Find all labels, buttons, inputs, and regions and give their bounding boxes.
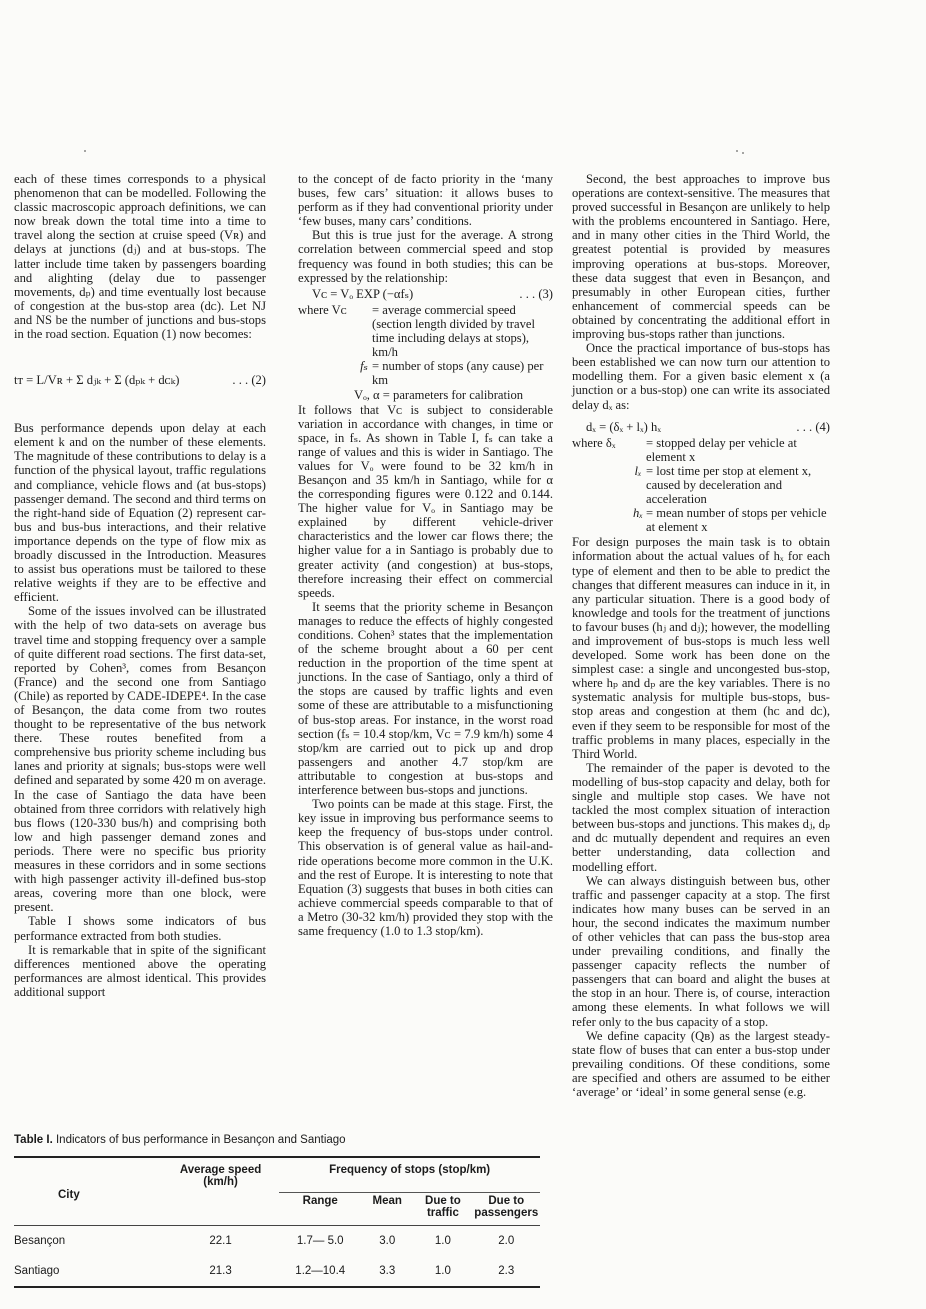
table-row <box>14 1226 540 1256</box>
definition-symbol: where δₓ <box>572 435 616 450</box>
column-header-city: City <box>58 1188 80 1201</box>
table-bottom-rule <box>14 1286 540 1288</box>
equation-2 <box>14 365 266 399</box>
cell-passengers: 2.0 <box>498 1235 515 1247</box>
equation-number: . . . (2) <box>232 373 266 388</box>
table-row <box>14 1256 540 1286</box>
cell-speed: 22.1 <box>209 1235 232 1247</box>
data-table <box>14 1158 540 1286</box>
table-caption-text: Indicators of bus performance in Besançon and Santiago <box>52 1134 346 1146</box>
table-caption-label: Table I. <box>14 1134 53 1146</box>
definition-text: = number of stops (any cause) per km <box>372 359 544 388</box>
paragraph: Bus performance depends upon delay at each element k and on the number of these elements. The magnitude of these contributions to delay is a function of the physical layout, traffic regulations and compliance, vehicle flows and (at bus-stops) passenger demand. The second and third terms on the right-hand side of Equation (2) represent car-bus and bus-bus interactions, and their relative importance depends on the type of flow mix as broadly discussed in the Introduction. Measures to assist bus operations must be tailored to these relative weights if they are to be effective and efficient. <box>14 421 266 605</box>
equation-number: . . . (3) <box>519 286 553 301</box>
paragraph: It is remarkable that in spite of the significant differences mentioned above the operating performances are almost identical. This provides additional support <box>14 942 266 999</box>
definition-list <box>572 436 830 535</box>
paragraph: to the concept of de facto priority in the ‘many buses, few cars’ situation: it allows buses to perform as if they had conventional priority under ‘few buses, many cars’ conditions. <box>298 172 553 229</box>
scan-speck <box>84 150 86 152</box>
equation-3 <box>298 287 553 301</box>
definition-symbol: lₓ <box>634 463 642 478</box>
column-1 <box>14 172 266 999</box>
paragraph: The remainder of the paper is devoted to the modelling of bus-stop capacity and delay, both for single and multiple stop cases. We have not tackled the most complex situation of interaction between bus-stops and junctions. This makes dⱼ, dₚ and dᴄ mutually dependent and requires an even better understanding, data collection and modelling effort. <box>572 760 830 874</box>
scan-speck <box>742 152 744 154</box>
calibration-note: Vₒ, α = parameters for calibration <box>354 388 524 403</box>
definition-text: = stopped delay per vehicle at element x <box>646 435 797 464</box>
paragraph: We can always distinguish between bus, other traffic and passenger capacity at a stop. The first indicates how many buses can be served in an hour, the second indicates the maximum number of other vehicles that can pass the bus-stop area under prevailing conditions, and finally the passenger capacity reflects the number of passengers that can board and alight the buses at the stop in an hour. There is, of course, interaction among these elements. In what follows we will refer only to the bus capacity of a stop. <box>572 873 830 1029</box>
cell-range: 1.7— 5.0 <box>296 1235 344 1247</box>
table-caption <box>14 1134 540 1146</box>
cell-traffic: 1.0 <box>434 1265 451 1277</box>
cell-passengers: 2.3 <box>498 1265 515 1277</box>
column-header-mean: Mean <box>372 1195 402 1207</box>
cell-mean: 3.0 <box>379 1235 396 1247</box>
equation-4 <box>572 420 830 434</box>
cell-city: Besançon <box>14 1235 66 1247</box>
paragraph: Once the practical importance of bus-stops has been established we can now turn our attention to modelling them. For a given basic element x (a junction or a bus-stop) one can write its associated delay dₓ as: <box>572 341 830 412</box>
cell-range: 1.2—10.4 <box>295 1265 346 1277</box>
definition-text: = lost time per stop at element x, caused by deceleration and acceleration <box>646 463 812 507</box>
paragraph: Some of the issues involved can be illustrated with the help of two data-sets on average bus travel time and stopping frequency over a sample of quite different road sections. The first data-set, reported by Cohen³, comes from Besançon (France) and the second one from Santiago (Chile) as reported by CADE-IDEPE⁴. In the case of Besançon, the data come from two routes thought to be representative of the bus network there. These routes benefited from a comprehensive bus priority scheme including bus lanes and priority at signals; bus-stops were well defined and separated by some 420 m on average. In the case of Santiago the data have been obtained from three corridors with relatively high bus flows (120-330 bus/h) and comprising both low and high passenger demand zones and periods. There were no specific bus priority measures in these corridors and in some sections with high passenger activity ill-defined bus-stop areas, covering more than one block, were present. <box>14 604 266 915</box>
paragraph: It seems that the priority scheme in Besançon manages to reduce the effects of highly congested conditions. Cohen³ states that the implementation of the scheme brought about a 60 per cent reduction in the proportion of the time spent at junctions. In the case of Santiago, only a third of the stops are caused by traffic lights and even some of these are attributable to a misfunctioning of bus-stop areas. For instance, in the worst road section (fₛ = 10.4 stop/km, Vᴄ = 7.9 km/h) some 4 stop/km are carried out to pick up and drop passengers and another 4.7 stop/km are attributable to congestion at bus-stops and interference between bus-stops and junctions. <box>298 599 553 798</box>
equation-formula: dₓ = (δₓ + lₓ) hₓ <box>586 419 661 434</box>
cell-traffic: 1.0 <box>434 1235 451 1247</box>
cell-city: Santiago <box>14 1265 60 1277</box>
equation-number: . . . (4) <box>796 419 830 434</box>
paragraph: Second, the best approaches to improve bus operations are context-sensitive. The measures that proved successful in Besançon are unlikely to help with the problems encountered in Santiago. Here, and in many other cities in the Third World, the greatest potential is provided by measures improving operations at bus-stops. Moreover, these data suggest that even in Besançon, and presumably in other European cities, further enhancement of commercial speeds can be obtained by concentrating the additional effort in improving bus-stops rather than junctions. <box>572 172 830 342</box>
cell-mean: 3.3 <box>379 1265 396 1277</box>
definition-symbol: fₛ <box>360 359 368 374</box>
equation-formula: Vᴄ = Vₒ EXP (−αfₛ) <box>312 286 414 301</box>
column-header-frequency: Frequency of stops (stop/km) <box>279 1158 540 1193</box>
column-header-speed: Average speed (km/h) <box>179 1164 262 1188</box>
definition-text: = average commercial speed (section length divided by travel time including delays at stops), km/h <box>372 302 535 360</box>
paragraph: But this is true just for the average. A strong correlation between commercial speed and stop frequency was found in both studies; this can be expressed by the relationship: <box>298 228 553 285</box>
table-1 <box>14 1134 540 1288</box>
paragraph: For design purposes the main task is to obtain information about the actual values of hₓ for each type of element and then to be able to predict the changes that different measures can induce in it, in any particular situation. There is a good body of knowledge and tools for the treatment of junctions to favour buses (hⱼ and dⱼ); however, the modelling and improvement of bus-stops is much less well developed. Some work has been done on the simplest case: a single and uncongested bus-stop, where hₚ and dₚ are the key variables. There is no systematic analysis for multiple bus-stops, bus-stop areas and congestion at them (hᴄ and dᴄ), even if they seem to be responsible for most of the traffic problems in many places, especially in the Third World. <box>572 535 830 761</box>
column-3 <box>572 172 830 1099</box>
column-header-range: Range <box>302 1195 338 1207</box>
paragraph: Table I shows some indicators of bus performance extracted from both studies. <box>14 914 266 943</box>
column-header-traffic: Due to traffic <box>425 1195 461 1219</box>
cell-speed: 21.3 <box>209 1265 232 1277</box>
column-header-passengers: Due to passengers <box>474 1195 539 1219</box>
paragraph: It follows that Vᴄ is subject to considerable variation in accordance with changes, in time or space, in fₛ. As shown in Table I, fₛ can take a range of values and this is wider in Santiago. The values for Vₒ were found to be 32 km/h in Besançon and 35 km/h in Santiago, while for α the corresponding figures were 0.122 and 0.144. The higher value for Vₒ in Santiago may be explained by different vehicle-driver characteristics and the lower car flows there; the higher value for a in Santiago is probably due to greater activity (and congestion) at bus-stops, therefore increasing their effect on commercial speeds. <box>298 402 553 600</box>
paragraph: We define capacity (Qʙ) as the largest steady-state flow of buses that can enter a bus-stop under prevailing conditions. Of these conditions, some are specified and others are assumed to be either ‘average’ or ‘ideal’ in some general sense (e.g. <box>572 1028 830 1099</box>
equation-formula: tᴛ = L/Vʀ + Σ dⱼₖ + Σ (dₚₖ + dᴄₖ) <box>14 373 180 388</box>
paragraph: Two points can be made at this stage. First, the key issue in improving bus performance seems to keep the frequency of bus-stops under control. This observation is of general value as hail-and-ride operations become more common in the U.K. and the rest of Europe. It is interesting to note that Equation (3) suggests that buses in both cities can achieve commercial speeds comparable to that of a Metro (30-32 km/h) provided they stop with the same frequency (1.0 to 1.3 stop/km). <box>298 797 553 938</box>
definition-symbol: hₓ <box>633 506 643 521</box>
paragraph: each of these times corresponds to a physical phenomenon that can be modelled. Following the classic macroscopic approach definitions, we can now break down the total time into a time to travel along the section at cruise speed (Vʀ) and delays at junctions (dⱼ) and at bus-stops. The latter include time taken by passengers boarding and alighting (delay due to passenger movements, dₚ) and time eventually lost because of congestion at the bus-stop area (dᴄ). Let NJ and NS be the number of junctions and bus-stops in the road section. Equation (1) now becomes: <box>14 172 266 342</box>
column-2 <box>298 172 553 938</box>
definition-list <box>298 303 553 388</box>
scan-speck <box>736 150 738 152</box>
definition-text: = mean number of stops per vehicle at element x <box>646 506 827 535</box>
definition-symbol: where Vᴄ <box>298 302 347 317</box>
